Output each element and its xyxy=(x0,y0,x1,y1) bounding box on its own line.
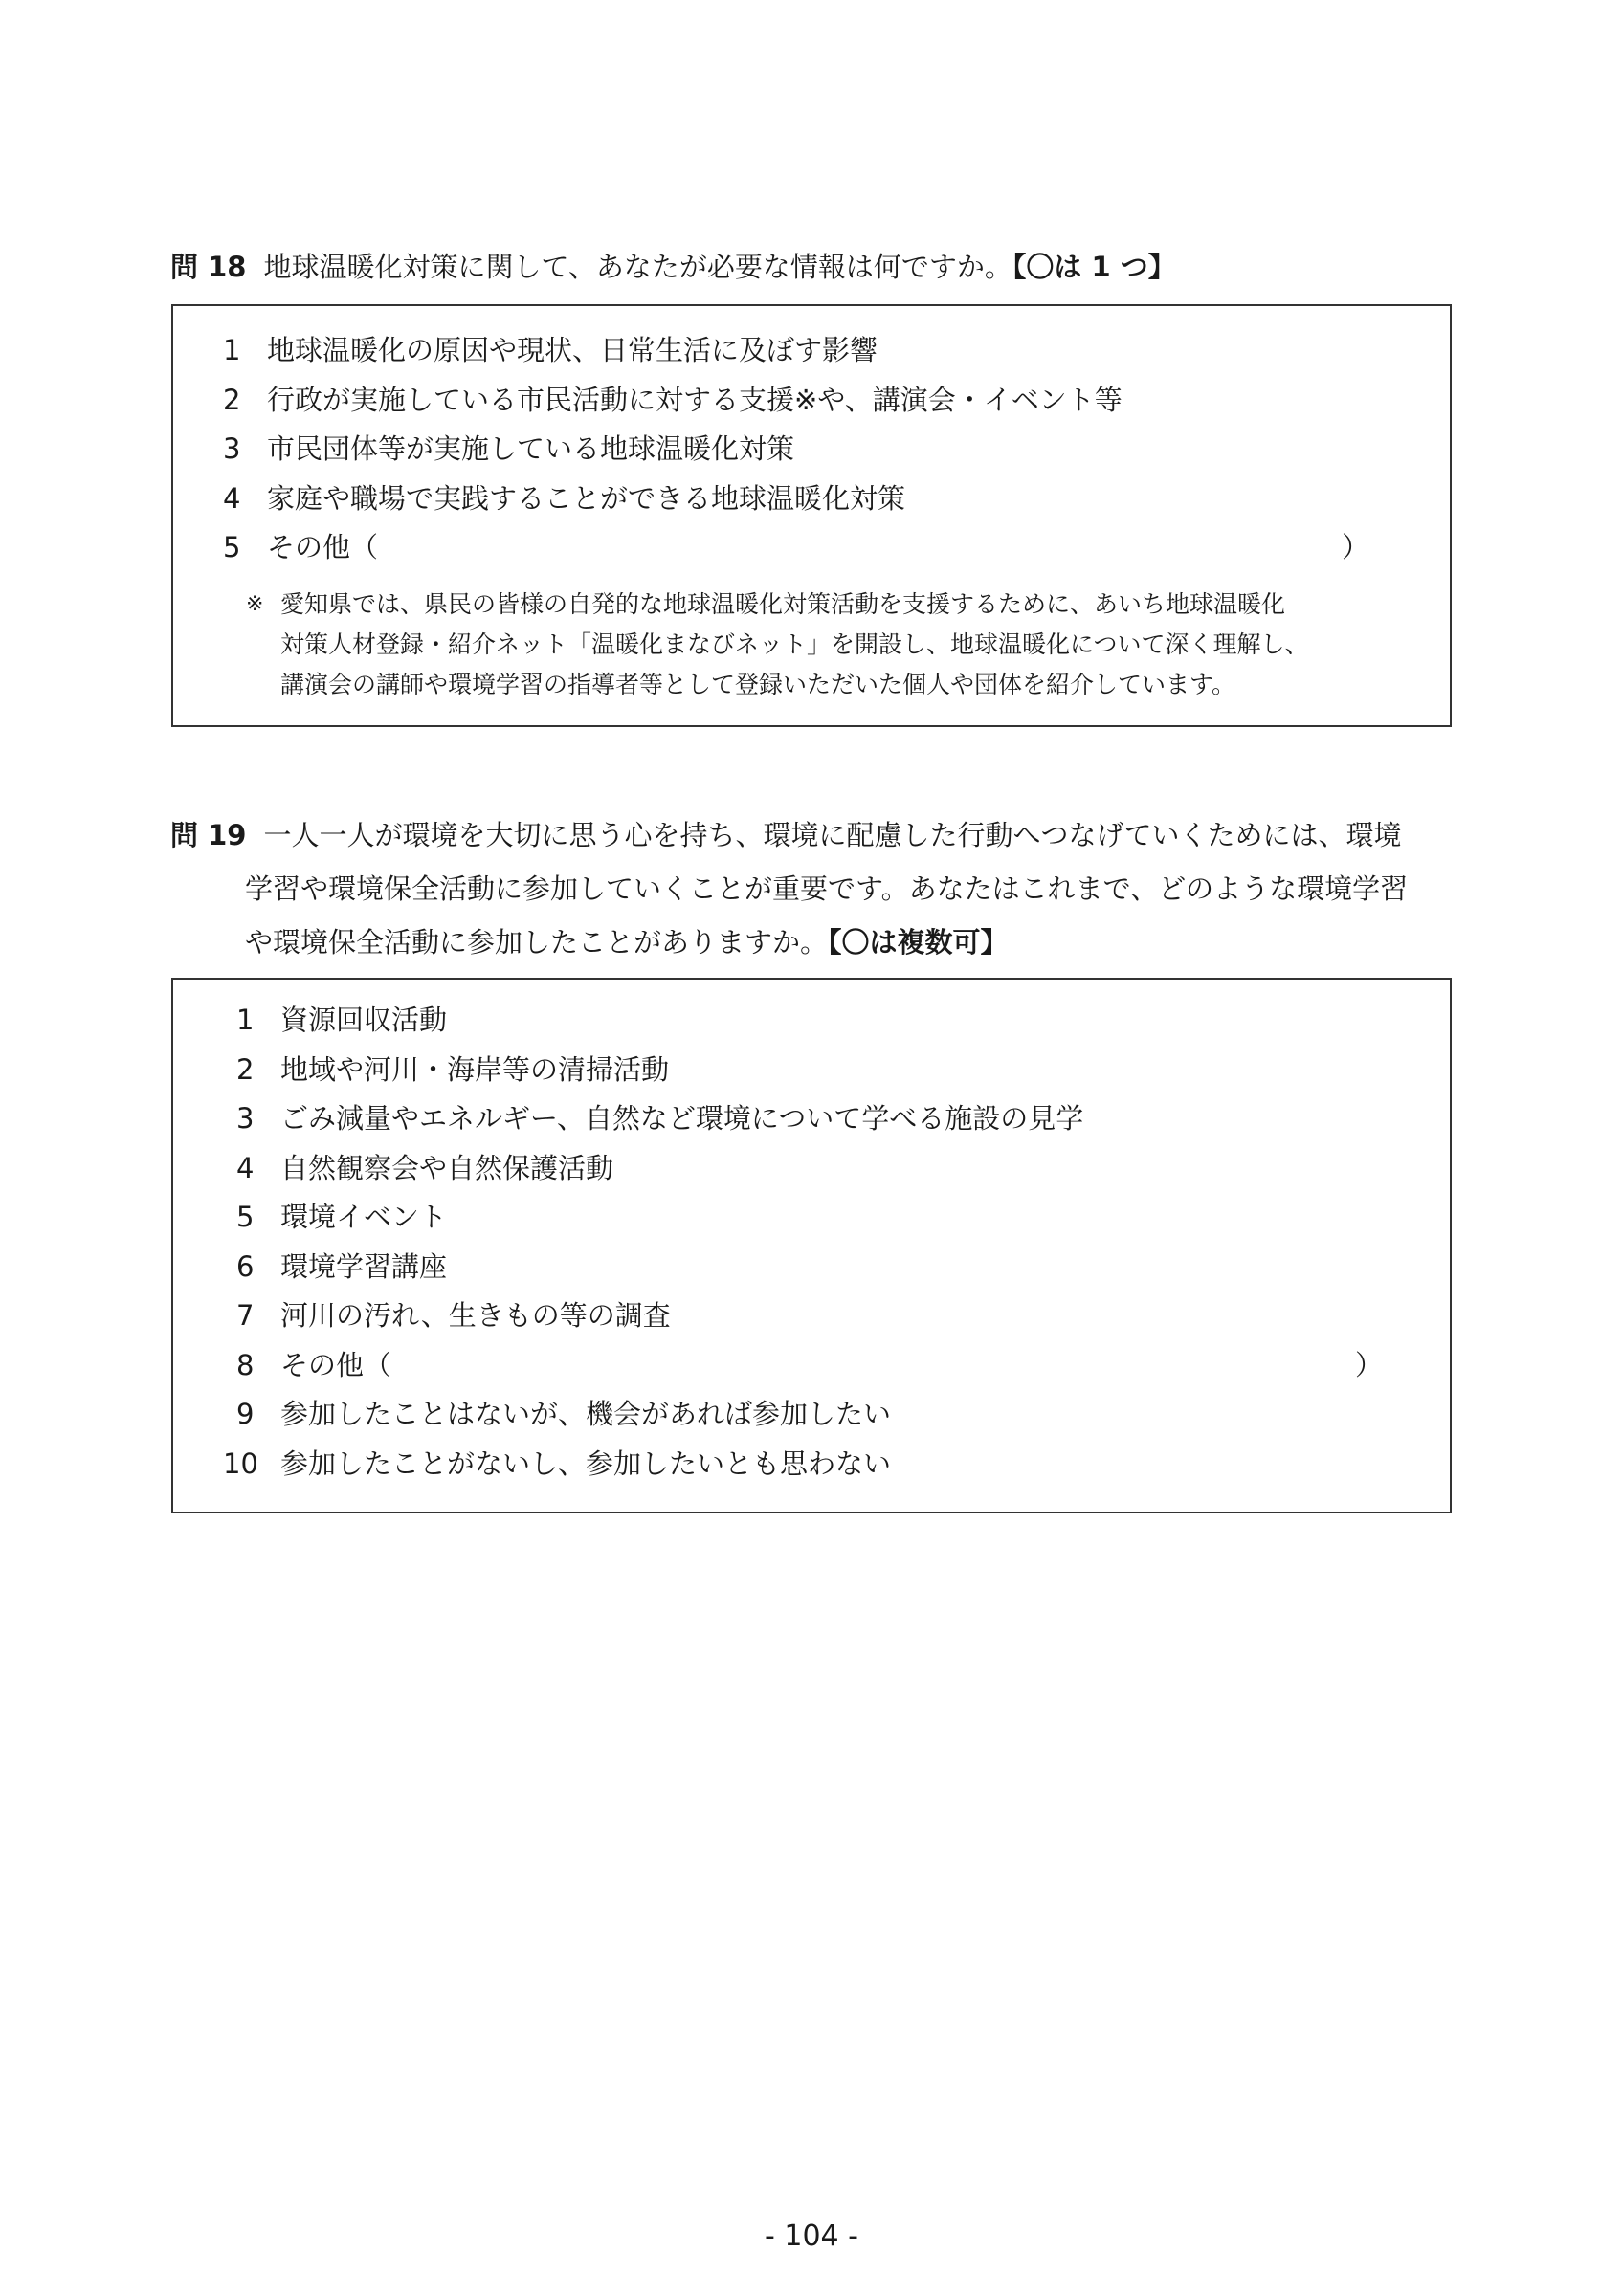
option-number: 8 xyxy=(236,1348,255,1381)
option-number: 1 xyxy=(236,1004,255,1036)
question-number: 問 18 xyxy=(170,251,247,283)
q19-answer-box xyxy=(171,978,1452,1513)
q18-option-1[interactable] xyxy=(223,326,1450,376)
option-number: 4 xyxy=(223,481,241,515)
q19-option-4[interactable] xyxy=(223,1144,1450,1194)
q19-options xyxy=(223,996,1450,1489)
q19-option-2[interactable] xyxy=(223,1046,1450,1095)
question-text: 一人一人が環境を大切に思う心を持ち、環境に配慮した行動へつなげていくためには、環境 xyxy=(263,819,1402,851)
option-number: 5 xyxy=(236,1201,255,1233)
option-number: 10 xyxy=(223,1446,258,1480)
page-number: - 104 - xyxy=(765,2219,858,2253)
option-text: 地域や河川・海岸等の清掃活動 xyxy=(280,1052,670,1086)
question-line xyxy=(170,916,1453,969)
q18-option-2[interactable] xyxy=(223,376,1450,426)
q19-option-8-other[interactable] xyxy=(223,1341,1450,1391)
option-text: その他（ xyxy=(280,1348,392,1381)
q19-option-1[interactable] xyxy=(223,996,1450,1046)
q19-option-3[interactable] xyxy=(223,1094,1450,1144)
option-number: 9 xyxy=(236,1398,255,1430)
question-18 xyxy=(170,240,1453,294)
question-line xyxy=(170,808,1453,862)
option-number: 3 xyxy=(236,1102,255,1135)
q19-option-5[interactable] xyxy=(223,1193,1450,1243)
q18-option-3[interactable] xyxy=(223,425,1450,475)
q19-option-10[interactable] xyxy=(223,1440,1450,1490)
q18-option-4[interactable] xyxy=(223,475,1450,524)
note-mark: ※ xyxy=(246,591,264,616)
answer-instruction: 【〇は複数可】 xyxy=(828,926,1009,959)
other-close-paren: ） xyxy=(1354,1348,1383,1381)
option-number: 4 xyxy=(236,1151,255,1184)
option-text: 資源回収活動 xyxy=(280,1004,448,1036)
q19-option-6[interactable] xyxy=(223,1243,1450,1292)
option-number: 2 xyxy=(236,1052,255,1086)
question-text: や環境保全活動に参加したことがありますか。 xyxy=(245,926,829,959)
option-number: 7 xyxy=(236,1299,255,1332)
option-text: 市民団体等が実施している地球温暖化対策 xyxy=(267,432,795,465)
question-line: 学習や環境保全活動に参加していくことが重要です。あなたはこれまで、どのような環境学習 xyxy=(245,872,1409,905)
note-line: 対策人材登録・紹介ネット「温暖化まなびネット」を開設し、地球温暖化について深く理解し、 xyxy=(280,629,1309,658)
option-text: 環境学習講座 xyxy=(280,1249,448,1283)
option-text: 参加したことがないし、参加したいとも思わない xyxy=(280,1446,892,1480)
option-text: 地球温暖化の原因や現状、日常生活に及ぼす影響 xyxy=(267,334,878,366)
support-note xyxy=(246,585,1450,705)
other-close-paren: ） xyxy=(1341,531,1369,563)
option-number: 2 xyxy=(223,383,241,416)
q18-option-5-other[interactable] xyxy=(223,523,1450,573)
option-text: 行政が実施している市民活動に対する支援※や、講演会・イベント等 xyxy=(267,383,1123,416)
answer-instruction: 【〇は 1 つ】 xyxy=(1012,251,1176,283)
q19-option-7[interactable] xyxy=(223,1292,1450,1341)
note-line: 講演会の講師や環境学習の指導者等として登録いただいた個人や団体を紹介しています。 xyxy=(280,670,1236,698)
option-text: 参加したことはないが、機会があれば参加したい xyxy=(280,1398,892,1430)
question-19 xyxy=(170,808,1453,969)
option-text: 自然観察会や自然保護活動 xyxy=(280,1151,614,1184)
option-number: 1 xyxy=(223,334,241,366)
question-number: 問 19 xyxy=(170,819,247,851)
q19-option-9[interactable] xyxy=(223,1390,1450,1440)
option-text: ごみ減量やエネルギー、自然など環境について学べる施設の見学 xyxy=(280,1102,1084,1135)
option-text: 環境イベント xyxy=(280,1201,448,1233)
option-number: 6 xyxy=(236,1249,255,1283)
question-text: 地球温暖化対策に関して、あなたが必要な情報は何ですか。 xyxy=(263,251,1012,283)
q18-options xyxy=(223,326,1450,573)
option-text: 河川の汚れ、生きもの等の調査 xyxy=(280,1299,671,1332)
option-number: 3 xyxy=(223,432,241,465)
q18-answer-box xyxy=(171,304,1452,727)
option-text: その他（ xyxy=(267,531,379,563)
option-number: 5 xyxy=(223,531,241,563)
note-line: 愛知県では、県民の皆様の自発的な地球温暖化対策活動を支援するために、あいち地球温暖化 xyxy=(280,589,1286,618)
option-text: 家庭や職場で実践することができる地球温暖化対策 xyxy=(267,481,906,515)
